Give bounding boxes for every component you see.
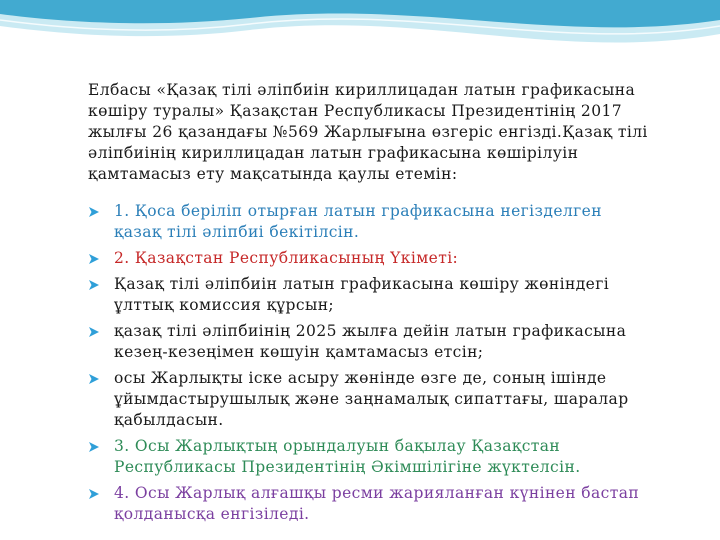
bullet-icon	[88, 279, 100, 291]
bullet-icon	[88, 326, 100, 338]
bullet-icon	[88, 206, 100, 218]
list-item-text: қазақ тілі әліпбиінің 2025 жылға дейін латын графикасына кезең-кезеңімен көшуін қамтамасыз етсін;	[114, 322, 627, 361]
bullet-icon	[88, 441, 100, 453]
list-item	[88, 483, 648, 525]
list-item	[88, 436, 648, 478]
list-item-text: осы Жарлықты іске асыру жөнінде өзге де, соның ішінде ұйымдастырушылық және заңнамалық сипаттағы, шаралар қабылдасын.	[114, 369, 629, 429]
bullet-icon	[88, 373, 100, 385]
list-item	[88, 321, 648, 363]
list-item-text: 2. Қазақстан Республикасының Үкіметі:	[114, 249, 459, 267]
list-item	[88, 274, 648, 316]
bullet-icon	[88, 253, 100, 265]
list-item-text: 4. Осы Жарлық алғашқы ресми жарияланған күнінен бастап қолданысқа енгізіледі.	[114, 484, 640, 523]
slide-content	[88, 80, 648, 530]
intro-paragraph: Елбасы «Қазақ тілі әліпбиін кириллицадан латын графикасына көшіру туралы» Қазақстан Республикасы Президентінің 2017 жылғы 26 қазандағы №569 Жарлығына өзгеріс енгізді.Қазақ тілі әліпбиінің кириллицадан латын графикасына көшірілуін қамтамасыз ету мақсатында қаулы етемін:	[88, 81, 648, 183]
list-item-text: 1. Қоса беріліп отырған латын графикасына негізделген қазақ тілі әліпбиі бекітілсін.	[114, 202, 602, 241]
decree-list	[88, 201, 648, 525]
top-wave-decoration	[0, 0, 720, 60]
bullet-icon	[88, 488, 100, 500]
list-item	[88, 368, 648, 431]
list-item	[88, 248, 648, 269]
list-item	[88, 201, 648, 243]
list-item-text: 3. Осы Жарлықтың орындалуын бақылау Қазақстан Республикасы Президентінің Әкімшілігіне жүктелсін.	[114, 437, 581, 476]
list-item-text: Қазақ тілі әліпбиін латын графикасына көшіру жөніндегі ұлттық комиссия құрсын;	[114, 275, 610, 314]
